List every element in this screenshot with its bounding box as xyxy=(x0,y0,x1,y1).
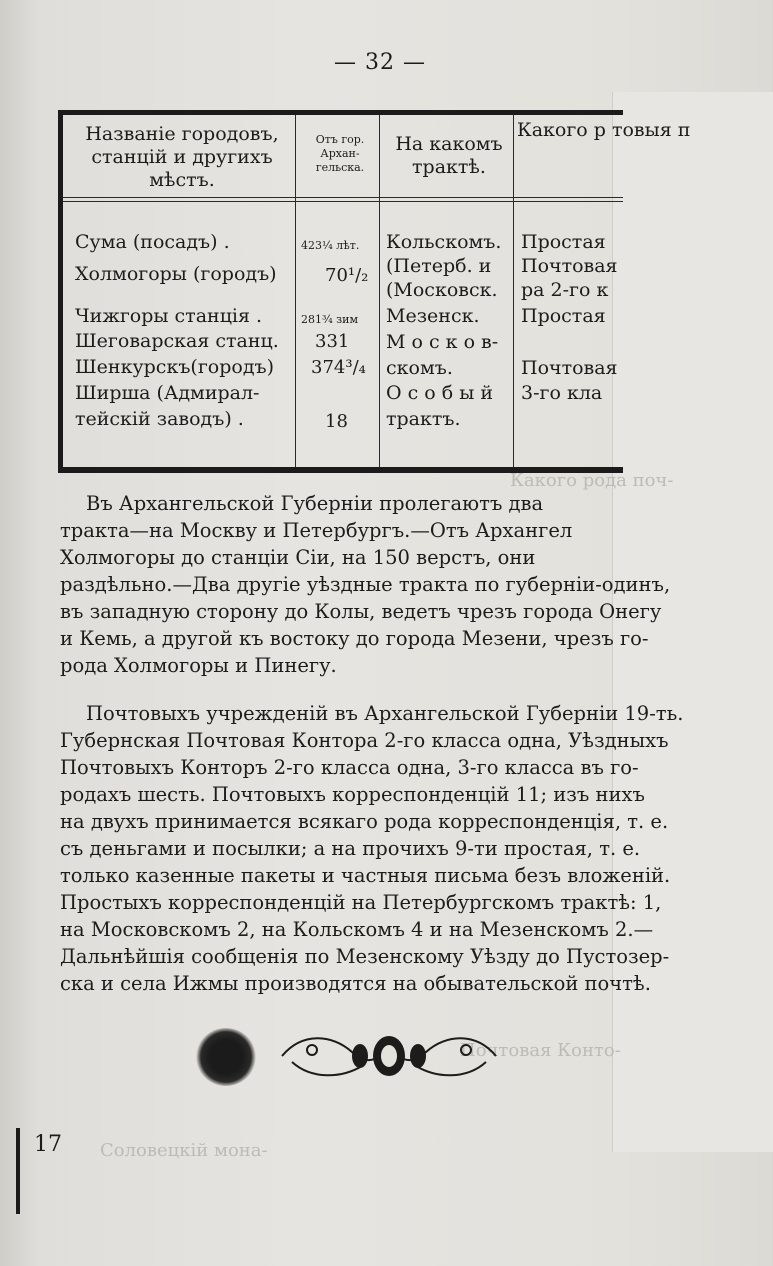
page-number: — 32 — xyxy=(334,50,426,75)
distance-value: 423¹⁄₄ лѣт. xyxy=(301,239,360,252)
distance-value: 331 xyxy=(315,331,350,352)
distance-value: 70¹/₂ xyxy=(325,265,369,286)
header-divider xyxy=(63,197,623,198)
text-line: съ деньгами и посылки; а на прочихъ 9-ти простая, т. е. xyxy=(60,837,641,860)
column-divider xyxy=(513,115,514,467)
bleed-through-text: Какого рода поч- xyxy=(510,470,674,491)
text-line: Губернская Почтовая Контора 2-го класса одна, Уѣздныхъ xyxy=(60,729,669,752)
tract-name: (Московск. xyxy=(386,279,498,301)
decorative-ornament xyxy=(272,1022,506,1088)
office-kind: Простая xyxy=(521,231,606,253)
page-edge-mark xyxy=(16,1128,20,1214)
ink-stain xyxy=(196,1028,256,1086)
text-line: только казенные пакеты и частныя письма безъ вложеній. xyxy=(60,864,671,887)
footer-mark: 17 xyxy=(34,1132,62,1157)
tract-name: О с о б ы й xyxy=(386,382,494,404)
text-line: Почтовыхъ Конторъ 2-го класса одна, 3-го класса въ го- xyxy=(60,756,639,779)
distance-value: 374³/₄ xyxy=(311,357,366,378)
office-kind: 3-го кла xyxy=(521,382,603,404)
bleed-through-text: Соловецкій мона- xyxy=(100,1140,268,1161)
text-line: Холмогоры до станціи Сіи, на 150 верстъ, они xyxy=(60,546,536,569)
tract-name: М о с к о в- xyxy=(386,331,499,353)
tract-name: Кольскомъ. xyxy=(386,231,502,253)
office-kind: Почтовая xyxy=(521,357,618,379)
place-name: Шеговарская станц. xyxy=(75,330,279,352)
text-line: на двухъ принимается всякаго рода корреспонденція, т. е. xyxy=(60,810,669,833)
text-line: въ западную сторону до Колы, ведетъ чрезъ города Онегу xyxy=(60,600,662,623)
text-line: Простыхъ корреспонденцій на Петербургскомъ трактѣ: 1, xyxy=(60,891,662,914)
header-tract: На какомъ трактѣ. xyxy=(395,133,503,178)
header-divider xyxy=(63,201,623,202)
header-distance: Отъ гор. Архан-гельска. xyxy=(315,133,365,174)
stations-table xyxy=(58,110,691,473)
office-kind: Почтовая xyxy=(521,255,618,277)
text-line: Въ Архангельской Губерніи пролегаютъ два xyxy=(86,492,544,515)
text-line: Дальнѣйшія сообщенія по Мезенскому Уѣзду до Пустозер- xyxy=(60,945,670,968)
place-name: Сума (посадъ) . xyxy=(75,231,230,253)
distance-value: 281³⁄₄ зим xyxy=(301,313,359,326)
header-name: Названіе городовъ, станцій и другихъ мѣстъ. xyxy=(85,123,279,191)
place-name: Шенкурскъ(городъ) xyxy=(75,356,275,378)
place-name: Чижгоры станція . xyxy=(75,305,263,327)
office-kind: ра 2-го к xyxy=(521,279,609,301)
place-name: тейскій заводъ) . xyxy=(75,408,244,430)
bleed-through-text: Почтовая Конто- xyxy=(460,1040,621,1061)
column-divider xyxy=(295,115,296,467)
text-line: раздѣльно.—Два другіе уѣздные тракта по губерніи-одинъ, xyxy=(60,573,671,596)
tract-name: скомъ. xyxy=(386,357,453,379)
text-line: рода Холмогоры и Пинегу. xyxy=(60,654,337,677)
tract-name: (Петерб. и xyxy=(386,255,492,277)
tract-name: Мезенск. xyxy=(386,305,480,327)
paragraph-tracts xyxy=(60,490,730,679)
text-line: родахъ шесть. Почтовыхъ корреспонденцій 11; изъ нихъ xyxy=(60,783,645,806)
tract-name: трактъ. xyxy=(386,408,461,430)
text-line: на Московскомъ 2, на Кольскомъ 4 и на Мезенскомъ 2.— xyxy=(60,918,654,941)
place-name: Холмогоры (городъ) xyxy=(75,263,277,285)
place-name: Ширша (Адмирал- xyxy=(75,382,260,404)
text-line: Почтовыхъ учрежденій въ Архангельской Губерніи 19-ть. xyxy=(86,702,684,725)
text-line: тракта—на Москву и Петербургъ.—Отъ Архангел xyxy=(60,519,573,542)
text-line: ска и села Ижмы производятся на обывательской почтѣ. xyxy=(60,972,651,995)
office-kind: Простая xyxy=(521,305,606,327)
header-kind: Какого р товыя п xyxy=(517,119,691,141)
paragraph-post-offices xyxy=(60,700,730,997)
distance-value: 18 xyxy=(325,411,348,432)
text-line: и Кемь, а другой къ востоку до города Мезени, чрезъ го- xyxy=(60,627,649,650)
